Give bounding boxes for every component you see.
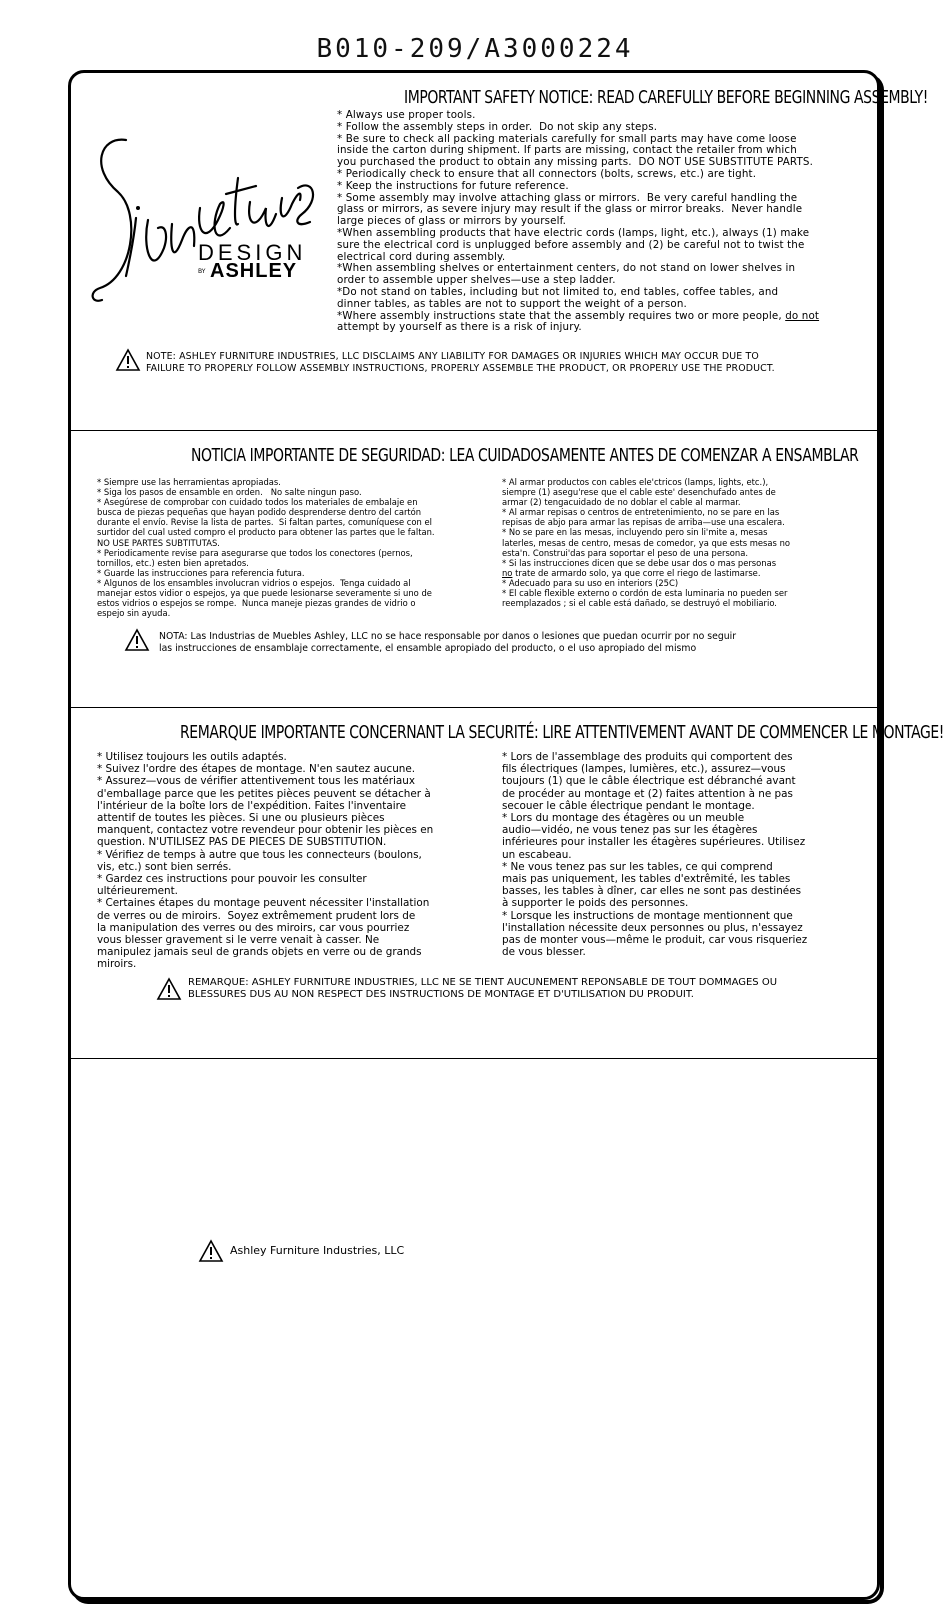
divider-french-footer xyxy=(70,1058,878,1059)
logo-ashley-text: ASHLEY xyxy=(210,260,298,282)
english-body-underline: do not xyxy=(785,309,820,322)
spanish-heading: NOTICIA IMPORTANTE DE SEGURIDAD: LEA CUIDADOSAMENTE ANTES DE COMENZAR A ENSAMBLAR xyxy=(191,445,859,466)
signature-script-graphic xyxy=(88,128,330,328)
warning-triangle-icon xyxy=(124,628,150,652)
logo-by-text: BY xyxy=(198,268,206,275)
warning-triangle-icon xyxy=(115,348,141,372)
english-body-text: * Always use proper tools. * Follow the assembly steps in order. Do not skip any steps. * Be sure to check all packing materials carefully for small parts may have come loose inside the carton during shipment. If parts are missing, contact the retailer from which you purchased the product to obtain any missing parts. DO NOT USE SUBSTITUTE PARTS. * Periodically check to ensure that all connectors (bolts, screws, etc.) are tight. * Keep the instructions for future reference. * Some assembly may involve attaching glass or mirrors. Be very careful handling the glass or mirrors, as severe injury may result if the glass or mirror breaks. Never handle large pieces of glass or mirrors by yourself. *When assembling products that have electric cords (lamps, light, etc.), always (1) make sure the electrical cord is unplugged before assembly and (2) be careful not to twist the electrical cord during assembly. *When assembling shelves or entertainment centers, do not stand on lower shelves in order to assemble upper shelves—use a step ladder. *Do not stand on tables, including but not limited to, end tables, coffee tables, and dinner tables, as tables are not to support the weight of a person. *Where assembly instructions state that the assembly requires two or more people, xyxy=(337,109,814,322)
english-note: NOTE: ASHLEY FURNITURE INDUSTRIES, LLC DISCLAIMS ANY LIABILITY FOR DAMAGES OR INJURIES WHICH MAY OCCUR DUE TO FAILURE TO PROPERLY FOLLOW ASSEMBLY INSTRUCTIONS, PROPERLY ASSEMBLE THE PRODUCT, OR PROPERLY USE THE PRODUCT. xyxy=(146,351,775,374)
french-right-body: * Lors de l'assemblage des produits qui comportent des fils électriques (lampes, lumières, etc.), assurez—vous toujours (1) que le câble électrique est débranché avant de procéder au montage et (2) faites attention à ne pas secouer le câble électrique pendant le montage. * Lors du montage des étagères ou un meuble audio—vidéo, ne vous tenez pas sur les étagères inférieures pour installer les étagères supérieures. Utilisez un escabeau. * Ne vous tenez pas sur les tables, ce qui comprend mais pas uniquement, les tables d'extrêmité, les tables basses, les tables à dîner, car elles ne sont pas destinées à supporter le poids des personnes. * Lorsque les instructions de montage mentionnent que l'installation nécessite deux personnes ou plus, n'essayez pas de monter vous—même le produit, car vous risqueriez de vous blesser. xyxy=(502,751,808,959)
english-body xyxy=(337,110,862,334)
french-left-body: * Utilisez toujours les outils adaptés. * Suivez l'ordre des étapes de montage. N'en sautez aucune. * Assurez—vous de vérifier attentivement tous les matériaux d'emballage parce que les petites pièces peuvent se détacher à l'intérieur de la boîte lors de l'expédition. Faites l'inventaire attentif de toutes les pièces. Si une ou plusieurs pièces manquent, contactez votre revendeur pour obtenir les pièces en question. N'UTILISEZ PAS DE PIECES DE SUBSTITUTION. * Vérifiez de temps à autre que tous les connecteurs (boulons, vis, etc.) sont bien serrés. * Gardez ces instructions pour pouvoir les consulter ultérieurement. * Certaines étapes du montage peuvent nécessiter l'installation de verres ou de miroirs. Soyez extrêmement prudent lors de la manipulation des verres ou des miroirs, car vous pourriez vous blesser gravement si le verre venait à casser. Ne manipulez jamais seul de grands objets en verre ou de grands miroirs. xyxy=(97,751,434,971)
spanish-left-body: * Siempre use las herramientas apropiadas. * Siga los pasos de ensamble en orden. No salte ningun paso. * Asegúrese de comprobar con cuidado todos los materiales de embalaje en busca de piezas pequeñas que hayan podido desprenderse dentro del cartón durante el envío. Revise la lista de partes. Si faltan partes, comuníquese con el surtidor del cual usted compro el producto para obtener las partes que le faltan. NO USE PARTES SUBTITUTAS. * Periodicamente revise para asegurarse que todos los conectores (pernos, tornillos, etc.) esten bien apretados. * Guarde las instrucciones para referencia futura. * Algunos de los ensambles involucran vidrios o espejos. Tenga cuidado al manejar estos vidior o espejos, ya que puede lesionarse severamente si uno de estos vidrios o espejos se rompe. Nunca maneje piezas grandes de vidrio o espejo sin ayuda. xyxy=(97,477,435,619)
french-heading: REMARQUE IMPORTANTE CONCERNANT LA SECURITÉ: LIRE ATTENTIVEMENT AVANT DE COMMENCER LE MONTAGE! xyxy=(180,722,944,743)
spanish-right-text-b: trate de armardo solo, ya que corre el riego de lastimarse. * Adecuado para su uso en interiors (25C) * El cable flexible externo o cordón de esta luminaria no pueden ser reemplazados ; si el cable está dañado, se destruyó el mobiliario. xyxy=(502,567,788,609)
signature-design-logo xyxy=(88,128,330,328)
logo-design-text: DESIGN xyxy=(198,240,307,265)
spanish-right-text-a: * Al armar productos con cables ele'ctricos (lamps, lights, etc.), siempre (1) asegu'rese que el cable este' desenchufado antes de armar (2) tengacuidado de no doblar el cable al marmar. * Al armar repisas o centros de entretenimiento, no se pare en las repisas de abjo para armar las repisas de arriba—use una escalera. * No se pare en las mesas, incluyendo pero sin li'mite a, mesas laterles, mesas de centro, mesas de comedor, ya que ests mesas no esta'n. Construi'das para soportar el peso de una persona. * Si las instrucciones dicen que se debe usar dos o mas personas xyxy=(502,477,791,568)
divider-spanish-french xyxy=(70,707,878,708)
spanish-right-underline: no xyxy=(502,567,513,578)
document-code: B010-209/A3000224 xyxy=(316,34,634,64)
divider-english-spanish xyxy=(70,430,878,431)
warning-triangle-icon xyxy=(156,977,182,1001)
english-heading: IMPORTANT SAFETY NOTICE: READ CAREFULLY BEFORE BEGINNING ASSEMBLY! xyxy=(404,87,928,108)
footer-company: Ashley Furniture Industries, LLC xyxy=(230,1244,405,1257)
warning-triangle-icon xyxy=(198,1239,224,1263)
spanish-right-body xyxy=(502,477,862,608)
english-body-tail: attempt by yourself as there is a risk of injury. xyxy=(337,321,582,334)
spanish-note: NOTA: Las Industrias de Muebles Ashley, LLC no se hace responsable por danos o lesiones que puedan ocurrir por no seguir las instrucciones de ensamblaje correctamente, el ensamble apropiado del producto, o el uso apropiado del mismo xyxy=(159,631,737,654)
french-note: REMARQUE: ASHLEY FURNITURE INDUSTRIES, LLC NE SE TIENT AUCUNEMENT REPONSABLE DE TOUT DOMMAGES OU BLESSURES DUS AU NON RESPECT DES INSTRUCTIONS DE MONTAGE ET D'UTILISATION DU PRODUIT. xyxy=(188,977,778,1001)
